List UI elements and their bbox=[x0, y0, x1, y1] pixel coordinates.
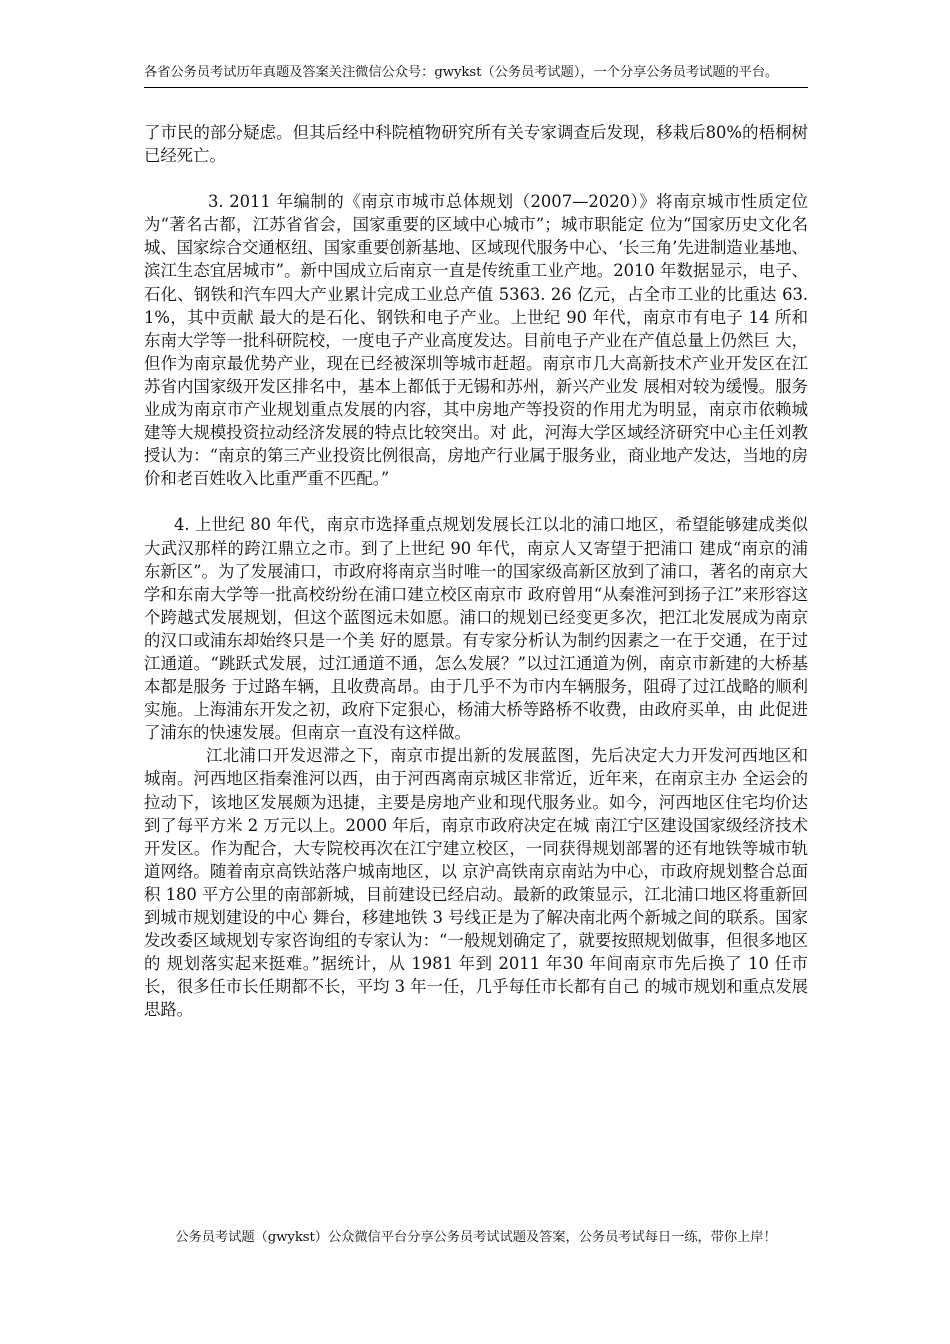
paragraph-spacer bbox=[144, 490, 808, 513]
paragraph-item-4: 4. 上世纪 80 年代，南京市选择重点规划发展长江以北的浦口地区，希望能够建成类似大武汉那样的跨江鼎立之市。到了上世纪 90 年代，南京人又寄望于把浦口 建成“南京的浦东新区”。为了发展浦口，市政府将南京当时唯一的国家级高新区放到了浦口，著名的南京大学和东南大学等一批高校纷纷在浦口建立校区南京市 政府曾用“从秦淮河到扬子江”来形容这个跨越式发展规划，但这个蓝图远未如愿。浦口的规划已经变更多次，把江北发展成为南京的汉口或浦东却始终只是一个美 好的愿景。有专家分析认为制约因素之一在于交通，在于过江通道。“跳跃式发展，过江通道不通，怎么发展？”以过江通道为例，南京市新建的大桥基本都是服务 于过路车辆，且收费高昂。由于几乎不为市内车辆服务，阻碍了过江战略的顺利实施。上海浦东开发之初，政府下定狠心，杨浦大桥等路桥不收费，由政府买单，由 此促进了浦东的快速发展。但南京一直没有这样做。 bbox=[144, 515, 808, 743]
page-footer: 公务员考试题（gwykst）公众微信平台分享公务员考试试题及答案，公务员考试每日一练，带你上岸！ bbox=[175, 1230, 777, 1245]
paragraph-item-4-continued: 江北浦口开发迟滞之下，南京市提出新的发展蓝图，先后决定大力开发河西地区和城南。河西地区指秦淮河以西，由于河西离南京城区非常近，近年来，在南京主办 全运会的拉动下，该地区发展颇为迅捷，主要是房地产业和现代服务业。如今，河西地区住宅均价达到了每平方米 2 万元以上。2000 年后，南京市政府决定在城 南江宁区建设国家级经济技术开发区。作为配合，大专院校再次在江宁建立校区，一同获得规划部署的还有地铁等城市轨道网络。随着南京高铁站落户城南地区，以 京沪高铁南京南站为中心，市政府规划整合总面积 180 平方公里的南部新城，目前建设已经启动。最新的政策显示，江北浦口地区将重新回到城市规划建设的中心 舞台，移建地铁 3 号线正是为了解决南北两个新城之间的联系。国家发改委区域规划专家咨询组的专家认为：“一般规划确定了，就要按照规划做事，但很多地区的 规划落实起来挺难。”据统计，从 1981 年到 2011 年30 年间南京市先后换了 10 任市长，很多任市长任期都不长，平均 3 年一任，几乎每任市长都有自己 的城市规划和重点发展思路。 bbox=[144, 746, 808, 1020]
paragraph-item-3: 3. 2011 年编制的《南京市城市总体规划（2007—2020）》将南京城市性质定位为“著名古都，江苏省省会，国家重要的区域中心城市”；城市职能定 位为“国家历史文化名城、国家综合交通枢纽、国家重要创新基地、区域现代服务中心、‘长三角’先进制造业基地、滨江生态宜居城市”。新中国成立后南京一直是传统重工业产地。2010 年数据显示，电子、石化、钢铁和汽车四大产业累计完成工业总产值 5363. 26 亿元，占全市工业的比重达 63. 1%，其中贡献 最大的是石化、钢铁和电子产业。上世纪 90 年代，南京市有电子 14 所和东南大学等一批科研院校，一度电子产业高度发达。目前电子产业在产值总量上仍然巨 大，但作为南京最优势产业，现在已经被深圳等城市赶超。南京市几大高新技术产业开发区在江苏省内国家级开发区排名中，基本上都低于无锡和苏州，新兴产业发 展相对较为缓慢。服务业成为南京市产业规划重点发展的内容，其中房地产等投资的作用尤为明显，南京市依赖城建等大规模投资拉动经济发展的特点比较突出。对 此，河海大学区域经济研究中心主任刘教授认为：“南京的第三产业投资比例很高，房地产行业属于服务业，商业地产发达，当地的房价和老百姓收入比重严重不匹配。” bbox=[144, 192, 808, 489]
paragraph-spacer bbox=[144, 167, 808, 190]
page-header: 各省公务员考试历年真题及答案关注微信公众号：gwykst（公务员考试题），一个分享公务员考试题的平台。 bbox=[144, 65, 779, 80]
header-divider bbox=[144, 87, 808, 88]
paragraph-continuation: 了市民的部分疑虑。但其后经中科院植物研究所有关专家调查后发现，移栽后80%的梧桐树 已经死亡。 bbox=[144, 123, 808, 166]
document-body bbox=[144, 121, 808, 1021]
